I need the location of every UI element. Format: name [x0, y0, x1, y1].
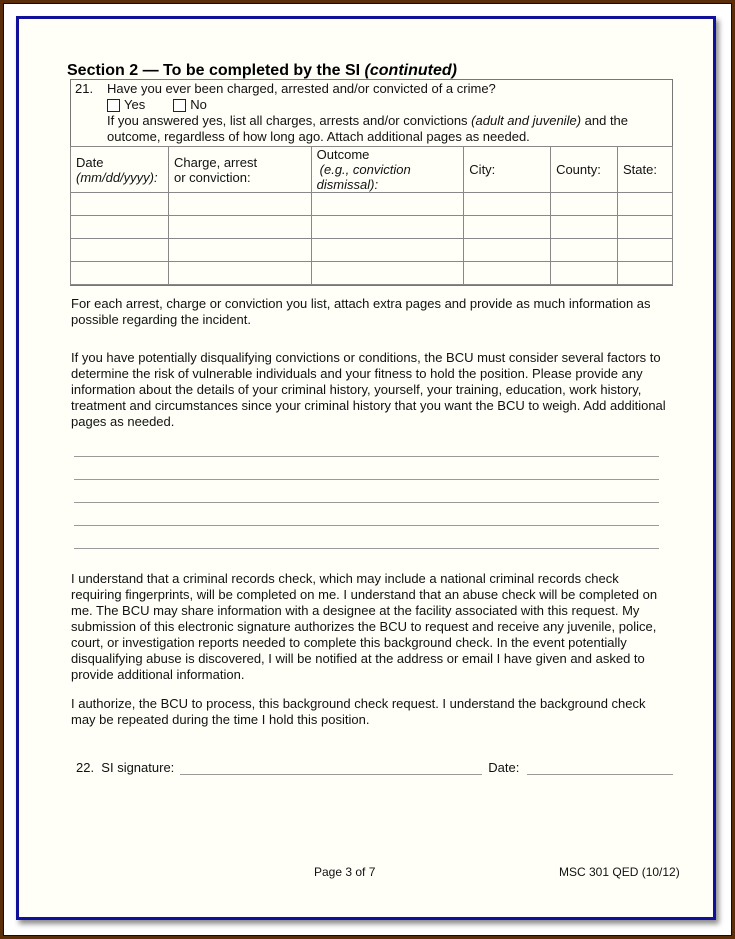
cell-outcome[interactable]	[311, 216, 464, 239]
cell-date[interactable]	[71, 262, 169, 285]
section-title-text: Section 2 — To be completed by the SI	[67, 62, 361, 79]
date-label: Date:	[488, 760, 520, 775]
header-text: Charge, arrest	[173, 154, 258, 170]
header-date	[71, 147, 169, 193]
section-title	[67, 62, 457, 80]
no-checkbox[interactable]	[173, 99, 186, 112]
cell-county[interactable]	[551, 216, 618, 239]
disqualifying-paragraph: If you have potentially disqualifying convictions or conditions, the BCU must consider several factors to determine the risk of vulnerable individuals and your fitness to hold the position. Please provide any information about the details of your criminal history, yourself, your training, education, work history, treatment and circumstances since your criminal history that you want the BCU to weigh. Add additional pages as needed.	[71, 350, 666, 429]
attach-note: For each arrest, charge or conviction you list, attach extra pages and provide as much information as possible regarding the incident.	[71, 296, 651, 327]
header-county	[551, 147, 618, 193]
cell-outcome[interactable]	[311, 262, 464, 285]
instruction-text	[107, 113, 667, 145]
cell-outcome[interactable]	[311, 193, 464, 216]
cell-date[interactable]	[71, 193, 169, 216]
cell-state[interactable]	[618, 239, 673, 262]
cell-state[interactable]	[618, 193, 673, 216]
writing-line[interactable]	[74, 479, 659, 480]
table-row	[71, 239, 673, 262]
instruction-part: and the outcome, regardless of how long ago. Attach additional pages as needed.	[107, 113, 629, 144]
header-subtext: (e.g., conviction	[319, 162, 411, 177]
signature-row	[76, 760, 673, 775]
cell-charge[interactable]	[168, 193, 311, 216]
header-text: State:	[623, 162, 657, 177]
question-number: 21.	[75, 81, 94, 96]
cell-date[interactable]	[71, 239, 169, 262]
no-label: No	[190, 97, 207, 112]
cell-city[interactable]	[464, 216, 551, 239]
instruction-italic: (adult and juvenile)	[471, 113, 582, 128]
writing-line[interactable]	[74, 502, 659, 503]
table-row	[71, 193, 673, 216]
writing-line[interactable]	[74, 548, 659, 549]
header-text: Date	[76, 154, 104, 170]
header-text: City:	[469, 162, 496, 177]
cell-city[interactable]	[464, 262, 551, 285]
writing-line[interactable]	[74, 456, 659, 457]
criminal-records-table	[70, 146, 673, 285]
question-21-box	[70, 79, 673, 286]
instruction-part: If you answered yes, list all charges, arrests and/or convictions	[107, 113, 472, 128]
writing-line[interactable]	[74, 525, 659, 526]
cell-county[interactable]	[551, 239, 618, 262]
understand-paragraph: I understand that a criminal records check, which may include a national criminal records check requiring fingerprints, will be completed on me. I understand that an abuse check will be completed on me. The BCU may share information with a designee at the facility associated with this request. My submission of this electronic signature authorizes the BCU to request and receive any juvenile, police, court, or investigation reports needed to complete this background check. In the event potentially disqualifying abuse is discovered, I will be notified at the address or email I have given and asked to provide additional information.	[71, 571, 658, 682]
yes-label: Yes	[124, 97, 146, 112]
cell-city[interactable]	[464, 193, 551, 216]
cell-state[interactable]	[618, 216, 673, 239]
cell-date[interactable]	[71, 216, 169, 239]
cell-county[interactable]	[551, 193, 618, 216]
form-code: MSC 301 QED (10/12)	[559, 865, 680, 879]
signature-label: 22. SI signature:	[76, 760, 175, 775]
header-text: Outcome	[316, 147, 370, 162]
header-city	[464, 147, 551, 193]
question-21-content	[107, 81, 667, 145]
table-row	[71, 216, 673, 239]
yes-no-options	[107, 97, 667, 113]
table-header-row	[71, 147, 673, 193]
cell-county[interactable]	[551, 262, 618, 285]
header-subtext: (mm/dd/yyyy):	[76, 169, 158, 185]
signature-field[interactable]	[180, 760, 482, 775]
header-state	[618, 147, 673, 193]
header-outcome	[311, 147, 464, 193]
header-subtext: or conviction:	[173, 169, 251, 185]
cell-charge[interactable]	[168, 239, 311, 262]
header-text: County:	[556, 162, 601, 177]
header-charge	[168, 147, 311, 193]
authorize-paragraph: I authorize, the BCU to process, this background check request. I understand the background check may be repeated during the time I hold this position.	[71, 696, 646, 727]
date-field[interactable]	[527, 760, 673, 775]
table-row	[71, 262, 673, 285]
section-title-suffix: (continuted)	[364, 62, 457, 79]
cell-charge[interactable]	[168, 216, 311, 239]
header-subtext: dismissal):	[316, 177, 379, 192]
page-number: Page 3 of 7	[314, 865, 376, 879]
yes-checkbox[interactable]	[107, 99, 120, 112]
cell-city[interactable]	[464, 239, 551, 262]
question-text: Have you ever been charged, arrested and/or convicted of a crime?	[107, 81, 496, 96]
document-page	[16, 16, 716, 920]
cell-charge[interactable]	[168, 262, 311, 285]
cell-outcome[interactable]	[311, 239, 464, 262]
cell-state[interactable]	[618, 262, 673, 285]
